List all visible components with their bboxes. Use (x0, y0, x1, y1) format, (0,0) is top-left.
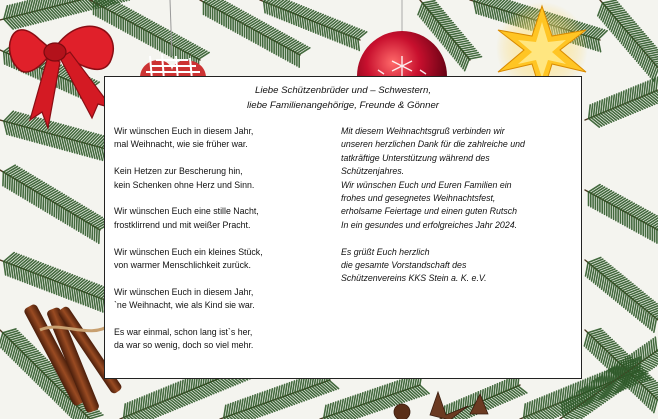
greeting-line: frohes und gesegnetes Weihnachtsfest, (341, 193, 496, 204)
poem-line: Kein Hetzen zur Bescherung hin, (114, 166, 243, 177)
greeting-message (341, 125, 573, 232)
greeting-line: Mit diesem Weihnachtsgruß verbinden wir (341, 126, 505, 136)
poem-stanza (114, 125, 329, 152)
signature (341, 246, 573, 286)
poem-line: frostklirrend und mit weißer Pracht. (114, 219, 251, 230)
signature-line: Schützenvereins KKS Stein a. K. e.V. (341, 273, 487, 284)
poem-line: Wir wünschen Euch in diesem Jahr, (114, 126, 254, 136)
greeting-line: erholsame Feiertage und einen guten Rutsch (341, 206, 518, 217)
poem-line: da war so wenig, doch so viel mehr. (114, 340, 254, 351)
greeting-line: tatkräftige Unterstützung während des (341, 152, 490, 163)
salutation-line-2: liebe Familienangehörige, Freunde & Gönner (247, 100, 439, 111)
poem-line: von warmer Menschlichkeit zurück. (114, 260, 251, 271)
greeting-column (341, 125, 573, 299)
poem-line: kein Schenken ohne Herz und Sinn. (114, 179, 255, 190)
poem-line: Wir wünschen Euch ein kleines Stück, (114, 246, 263, 257)
signature-line: die gesamte Vorstandschaft des (341, 260, 467, 271)
greeting-line: unseren herzlichen Dank für die zahlreiche und (341, 139, 525, 150)
greeting-line: Wir wünschen Euch und Euren Familien ein (341, 179, 512, 190)
poem-stanza (114, 246, 329, 273)
poem-line: `ne Weihnacht, wie als Kind sie war. (114, 300, 255, 311)
salutation-line-1: Liebe Schützenbrüder und – Schwestern, (255, 85, 431, 96)
poem-line: mal Weihnacht, wie sie früher war. (114, 139, 248, 150)
greeting-line: Schützenjahres. (341, 166, 405, 177)
poem-stanza (114, 286, 329, 313)
greeting-card (104, 76, 582, 379)
poem-line: Wir wünschen Euch in diesem Jahr, (114, 286, 254, 297)
poem-stanza (114, 205, 329, 232)
signature-line: Es grüßt Euch herzlich (341, 246, 430, 257)
poem-stanza (114, 165, 329, 192)
salutation (105, 83, 581, 113)
poem-line: Es war einmal, schon lang ist`s her, (114, 327, 253, 338)
poem-column (114, 125, 329, 366)
greeting-line: In ein gesundes und erfolgreiches Jahr 2024. (341, 219, 518, 230)
poem-line: Wir wünschen Euch eine stille Nacht, (114, 206, 259, 217)
poem-stanza (114, 326, 329, 353)
